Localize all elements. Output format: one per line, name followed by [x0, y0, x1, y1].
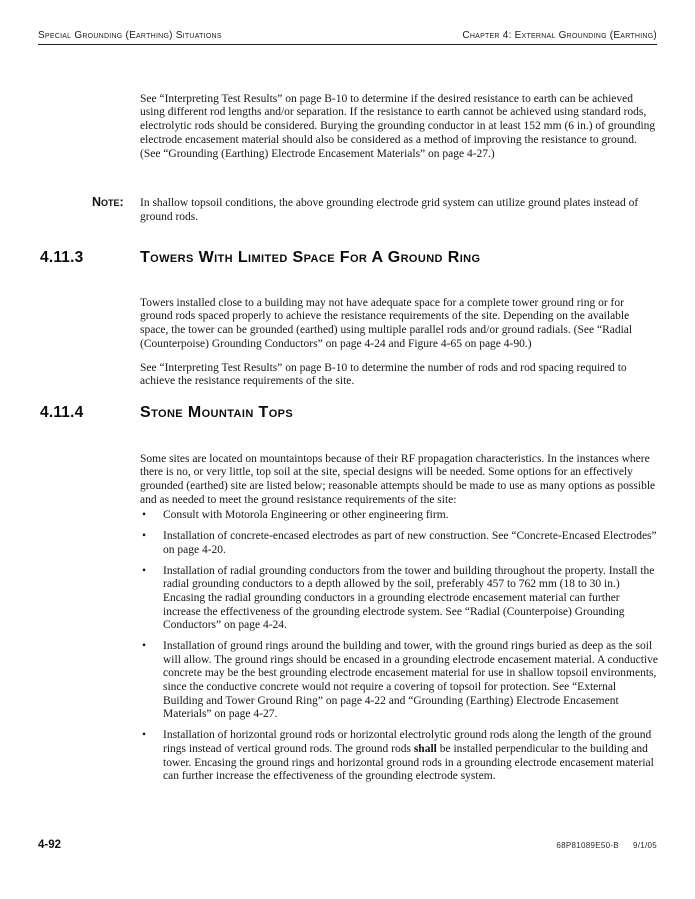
bullet-text-segment: Installation of horizontal ground rods or horizontal electrolytic ground rods along the length of the ground rings instead of vertical ground rods. The ground rods — [163, 729, 652, 755]
bullet-text — [163, 729, 654, 782]
page-footer — [38, 839, 657, 851]
section-heading-4-11-3 — [40, 249, 657, 267]
bullet-icon: • — [142, 530, 147, 543]
header-left-title: Special Grounding (Earthing) Situations — [38, 30, 222, 41]
list-item — [140, 565, 659, 633]
section-number: 4.11.3 — [40, 249, 84, 266]
section-paragraph: See “Interpreting Test Results” on page B-10 to determine the number of rods and rod spacing required to achieve the resistance requirements of the site. — [140, 361, 627, 388]
footer-doc-number: 68P81089E50-B — [556, 841, 619, 850]
intro-paragraph: See “Interpreting Test Results” on page B-10 to determine if the desired resistance to earth can be achieved using different rod lengths and/or separation. If the resistance to earth cannot be achieved using standard rods, electrolytic rods should be considered. Burying the grounding conductor in at least 152 mm (6 in.) of grounding electrode encasement material should also be considered as a method of improving the resistance to ground. (See “Grounding (Earthing) Electrode Encasement Materials” on page 4-27.) — [140, 92, 656, 160]
note-label: Note: — [92, 195, 124, 209]
bullet-text-segment: be installed perpendicular to the building and tower. Encasing the ground rings and horizontal ground rods in a grounding electrode encasement material can further increase the effectiveness of the grounding electrode system. — [163, 742, 654, 783]
section-heading-4-11-4 — [40, 404, 657, 422]
list-item — [140, 640, 659, 722]
note-block — [92, 196, 657, 224]
bullet-icon: • — [142, 509, 147, 521]
footer-doc-info — [556, 841, 657, 850]
bullet-icon: • — [142, 564, 147, 577]
note-text: In shallow topsoil conditions, the above grounding electrode grid system can utilize ground plates instead of ground rods. — [140, 197, 639, 224]
list-item — [140, 530, 659, 557]
bullet-text: Installation of ground rings around the building and tower, with the ground rings buried as deep as the soil will allow. The ground rings should be encased in a grounding electrode encasement material. A conductive concrete may be the best grounding electrode encasement material for use in shallow topsoil environments, since the conductive concrete would not require a covering of topsoil for protection. See “External Building and Tower Ground Ring” on page 4-22 and “Grounding (Earthing) Electrode Encasement Materials” on page 4-27. — [163, 640, 658, 721]
list-item — [140, 509, 659, 523]
bullet-icon: • — [142, 729, 147, 742]
footer-date: 9/1/05 — [632, 841, 657, 850]
section-paragraph: Towers installed close to a building may not have adequate space for a complete tower ground ring or for ground rods spaced properly to achieve the resistance requirements of the site. Depending on the available space, the tower can be grounded (earthed) using multiple parallel rods and/or ground radials. (See “Radial (Counterpoise) Grounding Conductors” on page 4-24 and Figure 4-65 on page 4-90.) — [140, 296, 633, 350]
footer-page-number: 4-92 — [38, 839, 62, 851]
header-right-title: Chapter 4: External Grounding (Earthing) — [462, 30, 657, 41]
section-paragraph: Some sites are located on mountaintops because of their RF propagation characteristics. In the instances where there is no, or very little, top soil at the site, special designs will be needed. Some options for an effectively grounded (earthed) site are listed below; reasonable attempts should be made to use as many options as possible and as needed to meet the ground resistance requirements of the site: — [140, 452, 656, 506]
list-item — [140, 729, 659, 783]
section-title: Stone Mountain Tops — [140, 404, 294, 421]
bullet-text-segment-bold: shall — [413, 742, 437, 755]
running-header — [38, 30, 657, 45]
bullet-text: Consult with Motorola Engineering or other engineering firm. — [163, 509, 449, 521]
bullet-text: Installation of concrete-encased electrodes as part of new construction. See “Concrete-Encased Electrodes” on page 4-20. — [163, 530, 657, 556]
bullet-icon: • — [142, 640, 147, 653]
options-bullet-list — [140, 509, 659, 791]
section-number: 4.11.4 — [40, 404, 84, 421]
section-title: Towers With Limited Space For A Ground Ring — [140, 249, 481, 266]
bullet-text: Installation of radial grounding conductors from the tower and building throughout the property. Install the radial grounding conductors to a depth allowed by the soil, preferably 457 to 762 mm (18 to 30 in.) Encasing the radial grounding conductors in a grounding electrode encasement material can further increase the effectiveness of the grounding electrode system. See “Radial (Counterpoise) Grounding Conductors” on page 4-24. — [163, 564, 655, 632]
